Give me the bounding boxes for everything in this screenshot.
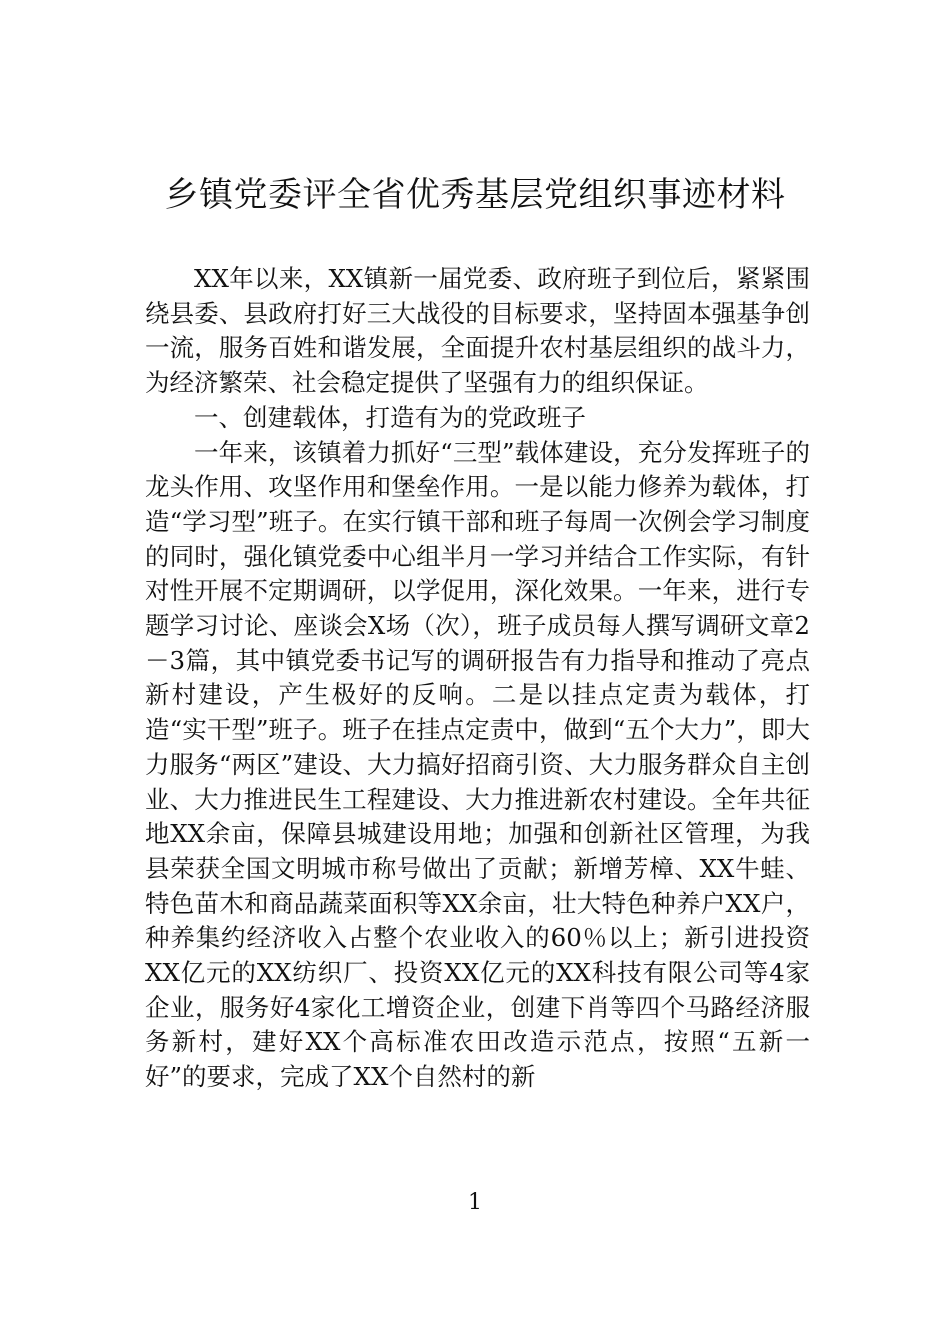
document-title: 乡镇党委评全省优秀基层党组织事迹材料 — [164, 175, 786, 215]
paragraph-section-one: 一年来，该镇着力抓好“三型”载体建设，充分发挥班子的龙头作用、攻坚作用和堡垒作用。一是以能力修养为载体，打造“学习型”班子。在实行镇干部和班子每周一次例会学习制度的同时，强化镇党委中心组半月一学习并结合工作实际，有针对性开展不定期调研，以学促用，深化效果。一年来，进行专题学习讨论、座谈会X场（次），班子成员每人撰写调研文章2－3篇，其中镇党委书记写的调研报告有力指导和推动了亮点新村建设，产生极好的反响。二是以挂点定责为载体，打造“实干型”班子。班子在挂点定责中，做到“五个大力”，即大力服务“两区”建设、大力搞好招商引资、大力服务群众自主创业、大力推进民生工程建设、大力推进新农村建设。全年共征地XX余亩，保障县城建设用地；加强和创新社区管理，为我县荣获全国文明城市称号做出了贡献；新增芳樟、XX牛蛙、特色苗木和商品蔬菜面积等XX余亩，壮大特色种养户XX户，种养集约经济收入占整个农业收入的60％以上；新引进投资XX亿元的XX纺织厂、投资XX亿元的XX科技有限公司等4家企业，服务好4家化工增资企业，创建下肖等四个马路经济服务新村，建好XX个高标准农田改造示范点，按照“五新一好”的要求，完成了XX个自然村的新 — [145, 437, 810, 1092]
section-heading: 一、创建载体，打造有为的党政班子 — [194, 402, 586, 432]
page-number: 1 — [468, 1190, 482, 1215]
document-body — [145, 262, 810, 1095]
paragraph-intro: XX年以来，XX镇新一届党委、政府班子到位后，紧紧围绕县委、县政府打好三大战役的目标要求，坚持固本强基争创一流，服务百姓和谐发展，全面提升农村基层组织的战斗力，为经济繁荣、社会稳定提供了坚强有力的组织保证。 — [145, 264, 810, 398]
